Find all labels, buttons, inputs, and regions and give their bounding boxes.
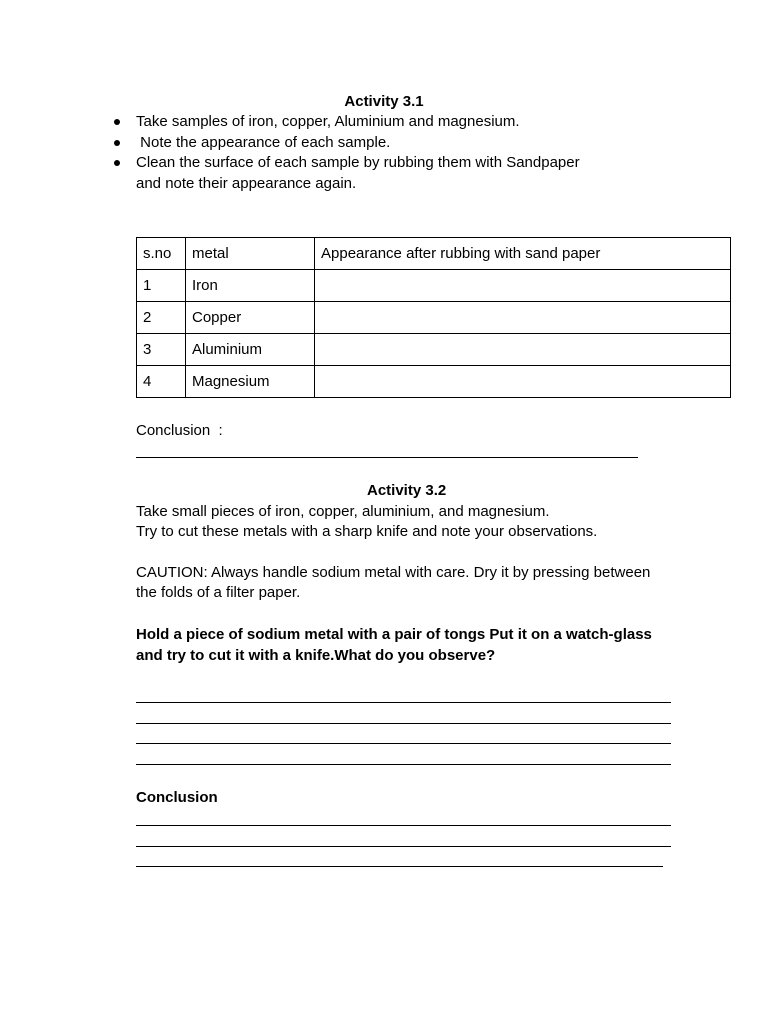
activity-3-2-title: Activity 3.2: [367, 482, 447, 499]
table-row: [137, 270, 731, 302]
header-metal: metal: [186, 238, 315, 270]
caution-text: CAUTION: Always handle sodium metal with care. Dry it by pressing between: [136, 564, 651, 581]
activity-3-1-conclusion-label: Conclusion :: [136, 422, 223, 439]
header-appearance: Appearance after rubbing with sand paper: [315, 238, 731, 270]
cell-sno: 4: [137, 366, 186, 398]
cell-appearance[interactable]: [315, 366, 731, 398]
bullet-icon: [114, 160, 120, 166]
activity-3-2-instruction: Take small pieces of iron, copper, aluminium, and magnesium.: [136, 503, 550, 520]
cell-appearance[interactable]: [315, 270, 731, 302]
activity-3-2-conclusion-label: Conclusion: [136, 789, 218, 806]
cell-metal: Aluminium: [186, 334, 315, 366]
table-header-row: [137, 238, 731, 270]
answer-line[interactable]: [136, 825, 671, 826]
cell-metal: Iron: [186, 270, 315, 302]
activity-3-2-instruction: Try to cut these metals with a sharp knife and note your observations.: [136, 523, 598, 540]
answer-line[interactable]: [136, 457, 638, 458]
answer-line[interactable]: [136, 723, 671, 724]
cell-metal: Copper: [186, 302, 315, 334]
list-item: [112, 112, 672, 133]
answer-line[interactable]: [136, 846, 671, 847]
table-row: [137, 366, 731, 398]
cell-appearance[interactable]: [315, 302, 731, 334]
cell-sno: 3: [137, 334, 186, 366]
caution-text: the folds of a filter paper.: [136, 584, 301, 601]
cell-metal: Magnesium: [186, 366, 315, 398]
step-text-continued: and note their appearance again.: [136, 174, 357, 192]
list-item: [112, 133, 672, 154]
answer-line[interactable]: [136, 866, 663, 867]
step-text: Clean the surface of each sample by rubbing them with Sandpaper: [136, 154, 580, 171]
table-row: [137, 302, 731, 334]
cell-sno: 2: [137, 302, 186, 334]
step-text: Take samples of iron, copper, Aluminium and magnesium.: [136, 113, 520, 130]
list-item: [112, 153, 672, 194]
activity-3-1-title: Activity 3.1: [344, 93, 424, 110]
activity-3-1-steps: [112, 112, 672, 194]
header-sno: s.no: [137, 238, 186, 270]
bullet-icon: [114, 140, 120, 146]
answer-line[interactable]: [136, 702, 671, 703]
bullet-icon: [114, 119, 120, 125]
table-row: [137, 334, 731, 366]
step-text: Note the appearance of each sample.: [136, 133, 391, 151]
question-text: and try to cut it with a knife.What do you observe?: [136, 647, 496, 664]
question-text: Hold a piece of sodium metal with a pair of tongs Put it on a watch-glass: [136, 626, 652, 643]
cell-sno: 1: [137, 270, 186, 302]
answer-line[interactable]: [136, 764, 671, 765]
answer-line[interactable]: [136, 743, 671, 744]
cell-appearance[interactable]: [315, 334, 731, 366]
observation-table: [136, 237, 731, 398]
